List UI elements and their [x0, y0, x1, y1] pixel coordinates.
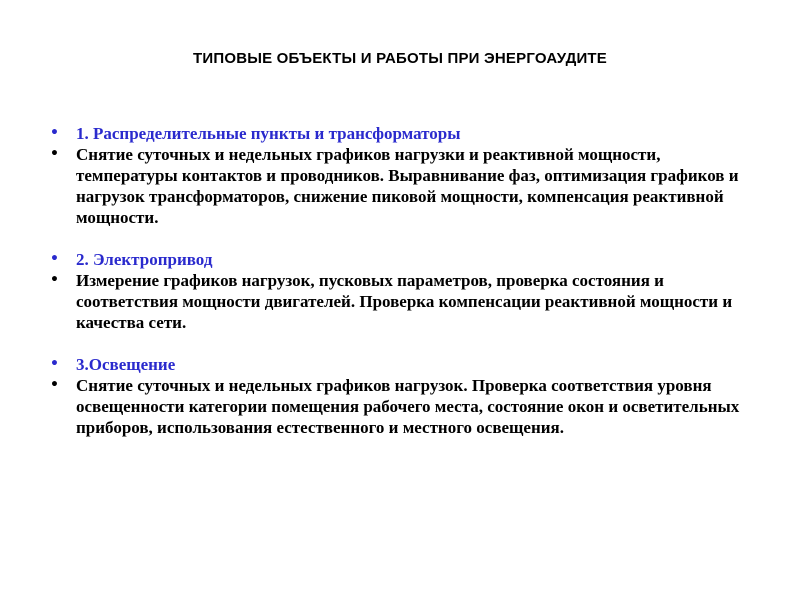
- bullet-icon: •: [50, 251, 59, 267]
- section-body-text: Измерение графиков нагрузок, пусковых параметров, проверка состояния и соответствия мощности двигателей. Проверка компенсации реактивной мощности и качества сети.: [76, 271, 733, 332]
- bullet-icon: •: [50, 377, 59, 393]
- section-heading: [50, 249, 740, 270]
- bullet-icon: •: [50, 125, 59, 141]
- bullet-icon: •: [50, 356, 59, 372]
- section-body-text: Снятие суточных и недельных графиков нагрузки и реактивной мощности, температуры контактов и проводников. Выравнивание фаз, оптимизация графиков и нагрузок трансформаторов, снижение пиковой мощности, компенсация реактивной мощности.: [76, 145, 739, 227]
- section-body-text: Снятие суточных и недельных графиков нагрузок. Проверка соответствия уровня освещенности категории помещения рабочего места, состояние окон и осветительных приборов, использования естественного и местного освещения.: [76, 376, 740, 437]
- section-heading-text: 2. Электропривод: [76, 250, 213, 269]
- spacer: [50, 333, 740, 354]
- section-text: [50, 270, 740, 333]
- bullet-icon: •: [50, 146, 59, 162]
- section-heading-text: 1. Распределительные пункты и трансформаторы: [76, 124, 461, 143]
- spacer: [50, 228, 740, 249]
- section-text: [50, 375, 740, 438]
- section-heading-text: 3.Освещение: [76, 355, 176, 374]
- section-heading: [50, 354, 740, 375]
- section-heading: [50, 123, 740, 144]
- slide-content: [50, 123, 740, 438]
- bullet-icon: •: [50, 272, 59, 288]
- slide-title: ТИПОВЫЕ ОБЪЕКТЫ И РАБОТЫ ПРИ ЭНЕРГОАУДИТЕ: [193, 50, 607, 67]
- section-text: [50, 144, 740, 228]
